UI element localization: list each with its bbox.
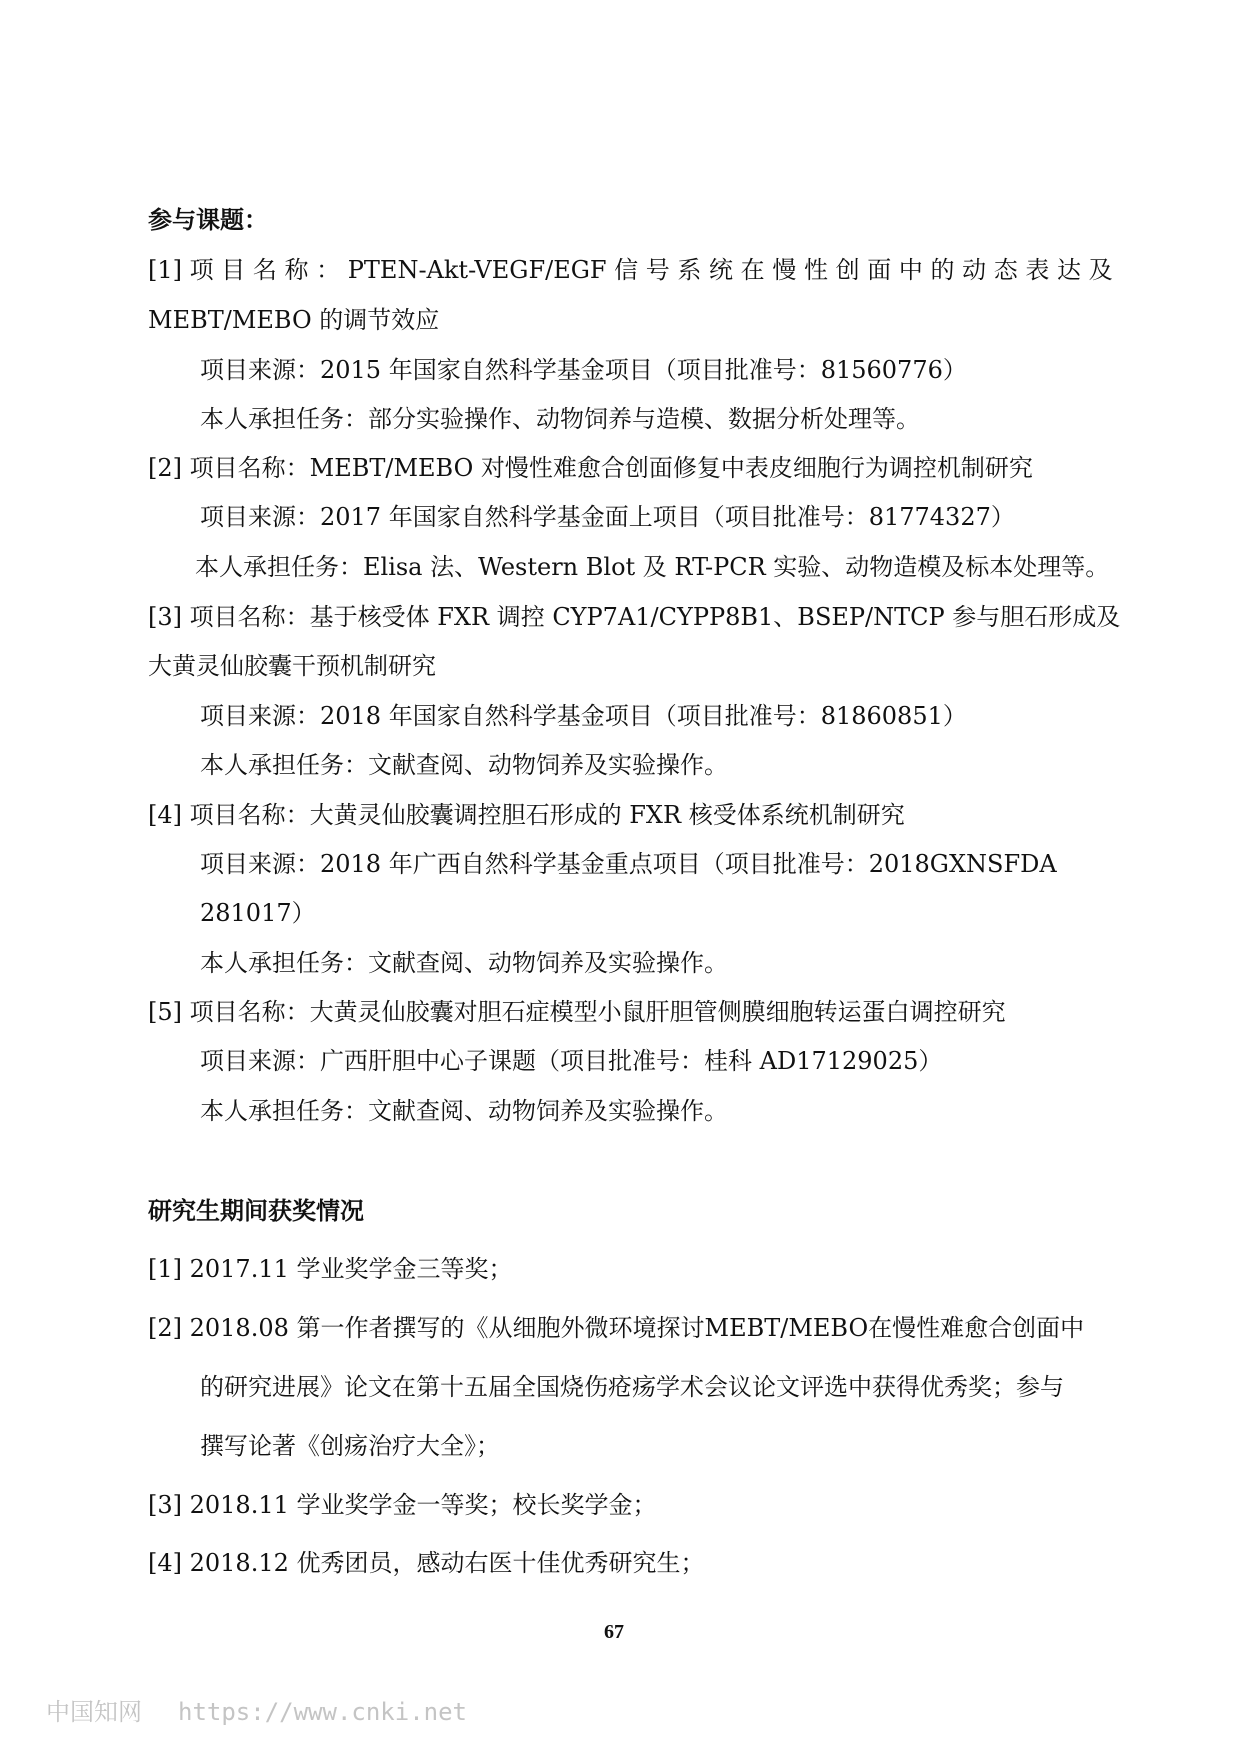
project-4-source: 项目来源：2018 年广西自然科学基金重点项目（项目批准号：2018GXNSFDA — [200, 850, 1057, 878]
project-5-line-1: [5] 项目名称：大黄灵仙胶囊对胆石症模型小鼠肝胆管侧膜细胞转运蛋白调控研究 — [148, 998, 1006, 1026]
project-1-line-2: MEBT/MEBO 的调节效应 — [148, 306, 440, 334]
award-2-line-3: 撰写论著《创疡治疗大全》； — [200, 1432, 500, 1460]
project-3-task: 本人承担任务：文献查阅、动物饲养及实验操作。 — [200, 751, 728, 779]
project-2-line-1: [2] 项目名称：MEBT/MEBO 对慢性难愈合创面修复中表皮细胞行为调控机制研究 — [148, 454, 1033, 482]
award-1: [1] 2017.11 学业奖学金三等奖； — [148, 1255, 513, 1283]
project-3-source: 项目来源：2018 年国家自然科学基金项目（项目批准号：81860851） — [200, 702, 967, 730]
project-2-source: 项目来源：2017 年国家自然科学基金面上项目（项目批准号：81774327） — [200, 503, 1015, 531]
project-4-source-cont: 281017） — [200, 899, 316, 927]
award-2-line-1: [2] 2018.08 第一作者撰写的《从细胞外微环境探讨MEBT/MEBO在慢性难愈合创面中 — [148, 1314, 1085, 1342]
project-5-source: 项目来源：广西肝胆中心子课题（项目批准号：桂科 AD17129025） — [200, 1047, 943, 1075]
awards-heading: 研究生期间获奖情况 — [148, 1197, 364, 1225]
project-3-line-1: [3] 项目名称：基于核受体 FXR 调控 CYP7A1/CYPP8B1、BSEP/NTCP 参与胆石形成及 — [148, 603, 1121, 631]
page-number: 67 — [604, 1621, 624, 1643]
cnki-watermark-chinese: 中国知网 — [46, 1698, 142, 1726]
project-1-source: 项目来源：2015 年国家自然科学基金项目（项目批准号：81560776） — [200, 356, 967, 384]
project-4-line-1: [4] 项目名称：大黄灵仙胶囊调控胆石形成的 FXR 核受体系统机制研究 — [148, 801, 905, 829]
project-1-task: 本人承担任务：部分实验操作、动物饲养与造模、数据分析处理等。 — [200, 405, 920, 433]
cnki-watermark-url: https://www.cnki.net — [178, 1698, 467, 1726]
project-5-task: 本人承担任务：文献查阅、动物饲养及实验操作。 — [200, 1097, 728, 1125]
project-3-line-2: 大黄灵仙胶囊干预机制研究 — [148, 652, 436, 680]
award-2-line-2: 的研究进展》论文在第十五届全国烧伤疮疡学术会议论文评选中获得优秀奖；参与 — [200, 1373, 1064, 1401]
award-3: [3] 2018.11 学业奖学金一等奖；校长奖学金； — [148, 1491, 657, 1519]
project-2-task: 本人承担任务：Elisa 法、Western Blot 及 RT-PCR 实验、动物造模及标本处理等。 — [195, 553, 1110, 581]
project-1-line-1: [1] 项 目 名 称 ： PTEN-Akt-VEGF/EGF 信 号 系 统 在 慢 性 创 面 中 的 动 态 表 达 及 — [148, 256, 1113, 284]
project-4-task: 本人承担任务：文献查阅、动物饲养及实验操作。 — [200, 949, 728, 977]
projects-heading: 参与课题： — [148, 206, 268, 234]
award-4: [4] 2018.12 优秀团员，感动右医十佳优秀研究生； — [148, 1549, 705, 1577]
